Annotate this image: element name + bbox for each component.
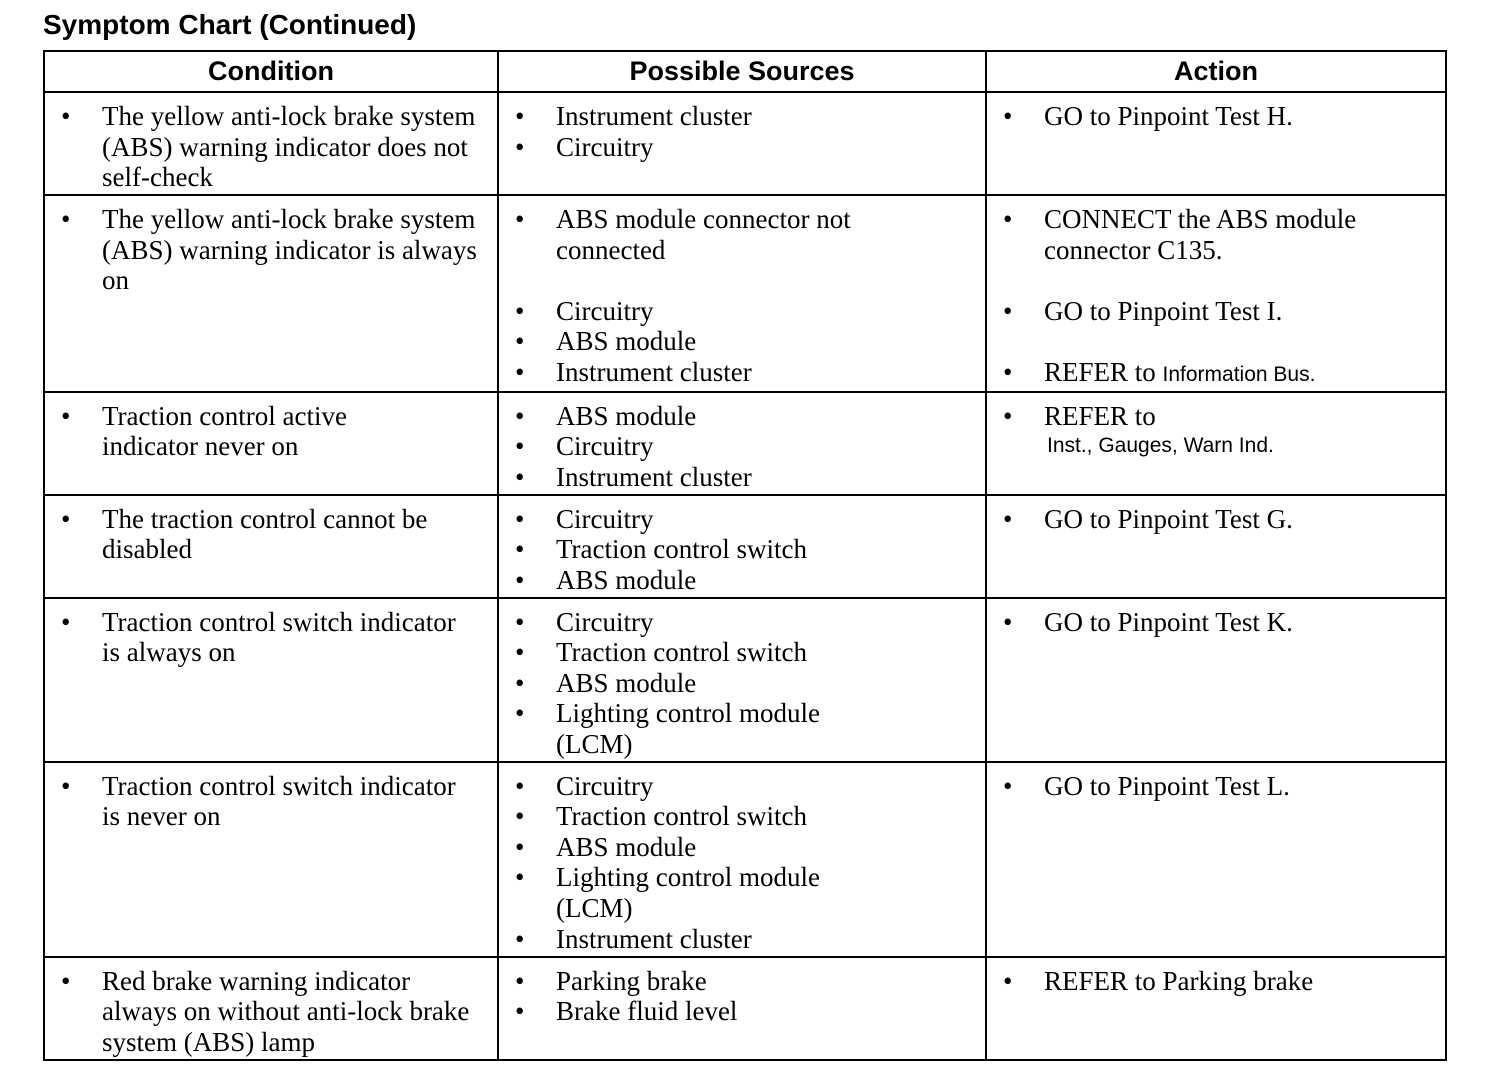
action-cell xyxy=(986,195,1446,392)
bullet-icon: • xyxy=(515,965,525,996)
condition-item: • Traction control active indicator never on xyxy=(61,400,347,462)
bullet-icon: • xyxy=(515,534,525,565)
sources-cell xyxy=(498,598,986,762)
bullet-icon: • xyxy=(61,770,71,801)
source-item: • Traction control switch xyxy=(515,801,807,832)
bullet-icon: • xyxy=(61,965,71,996)
bullet-icon: • xyxy=(515,101,525,131)
condition-cell xyxy=(44,598,498,762)
bullet-icon: • xyxy=(515,400,525,431)
source-item: • Circuitry xyxy=(515,606,654,637)
source-item: • Circuitry xyxy=(515,503,654,534)
bullet-icon: • xyxy=(61,503,71,534)
action-item: • GO to Pinpoint Test G. xyxy=(1003,503,1293,534)
source-item: • Circuitry xyxy=(515,770,654,801)
bullet-icon: • xyxy=(515,770,525,801)
source-item: • Instrument cluster xyxy=(515,923,752,954)
condition-item: • The yellow anti-lock brake system (ABS) warning indicator does not self-check xyxy=(61,101,476,193)
source-item: • ABS module xyxy=(515,667,697,698)
condition-item: • The yellow anti-lock brake system (ABS) warning indicator is always on xyxy=(61,204,477,296)
table-row xyxy=(44,598,1446,762)
bullet-icon: • xyxy=(515,356,525,387)
bullet-icon: • xyxy=(1003,606,1013,637)
bullet-icon: • xyxy=(515,862,525,893)
bullet-icon: • xyxy=(1003,770,1013,801)
condition-cell xyxy=(44,392,498,495)
action-cell xyxy=(986,92,1446,195)
bullet-icon: • xyxy=(515,667,525,698)
action-cell xyxy=(986,495,1446,598)
action-cell xyxy=(986,762,1446,957)
action-cell xyxy=(986,957,1446,1060)
bullet-icon: • xyxy=(515,204,525,234)
source-item: • Instrument cluster xyxy=(515,461,752,492)
symptom-chart-table xyxy=(43,50,1447,1061)
table-row xyxy=(44,195,1446,392)
bullet-icon: • xyxy=(515,461,525,492)
source-item: • Instrument cluster xyxy=(515,101,752,131)
sources-cell xyxy=(498,762,986,957)
action-cell xyxy=(986,392,1446,495)
table-header-row xyxy=(44,51,1446,92)
sources-cell xyxy=(498,92,986,195)
condition-cell xyxy=(44,957,498,1060)
bullet-icon: • xyxy=(61,400,71,431)
condition-item: • Traction control switch indicator is always on xyxy=(61,606,456,668)
column-header-possible-sources: Possible Sources xyxy=(498,51,986,92)
action-item: • CONNECT the ABS module connector C135. xyxy=(1003,204,1357,265)
bullet-icon: • xyxy=(515,831,525,862)
bullet-icon: • xyxy=(1003,204,1013,234)
table-row xyxy=(44,762,1446,957)
bullet-icon: • xyxy=(61,204,71,234)
action-item: • GO to Pinpoint Test K. xyxy=(1003,606,1293,637)
bullet-icon: • xyxy=(515,503,525,534)
bullet-icon: • xyxy=(515,295,525,326)
action-item: • GO to Pinpoint Test L. xyxy=(1003,770,1290,801)
source-item: • Traction control switch xyxy=(515,534,807,565)
column-header-action: Action xyxy=(986,51,1446,92)
sources-cell xyxy=(498,392,986,495)
source-item: • ABS module connector not connected xyxy=(515,204,851,265)
page-title: Symptom Chart (Continued) xyxy=(43,9,417,40)
bullet-icon: • xyxy=(1003,356,1013,387)
bullet-icon: • xyxy=(515,801,525,832)
condition-cell xyxy=(44,495,498,598)
source-item: • ABS module xyxy=(515,400,697,431)
bullet-icon: • xyxy=(1003,295,1013,326)
reference-link-inst-gauges: Inst., Gauges, Warn Ind. xyxy=(1047,434,1274,458)
source-item: • Circuitry xyxy=(515,431,654,462)
sources-cell xyxy=(498,195,986,392)
bullet-icon: • xyxy=(515,923,525,954)
source-item: • Lighting control module (LCM) xyxy=(515,862,820,923)
action-item: • GO to Pinpoint Test H. xyxy=(1003,101,1293,131)
table-row xyxy=(44,957,1446,1060)
bullet-icon: • xyxy=(61,606,71,637)
bullet-icon: • xyxy=(515,564,525,595)
bullet-icon: • xyxy=(515,326,525,357)
source-item: • Parking brake xyxy=(515,965,707,996)
condition-item: • Traction control switch indicator is never on xyxy=(61,770,456,832)
condition-cell xyxy=(44,762,498,957)
condition-item: • The traction control cannot be disabled xyxy=(61,503,428,565)
bullet-icon: • xyxy=(515,996,525,1027)
source-item: • ABS module xyxy=(515,564,697,595)
condition-cell xyxy=(44,195,498,392)
table-row xyxy=(44,495,1446,598)
source-item: • ABS module xyxy=(515,326,697,357)
action-item: • REFER to xyxy=(1003,400,1156,431)
action-item: • REFER to Parking brake xyxy=(1003,965,1314,996)
action-item: • REFER to Information Bus. xyxy=(1003,356,1316,387)
bullet-icon: • xyxy=(61,101,71,131)
bullet-icon: • xyxy=(515,131,525,162)
sources-cell xyxy=(498,957,986,1060)
bullet-icon: • xyxy=(515,606,525,637)
source-item: • Circuitry xyxy=(515,131,654,162)
reference-link-information-bus: Information Bus. xyxy=(1162,362,1316,386)
action-item: • GO to Pinpoint Test I. xyxy=(1003,295,1283,326)
bullet-icon: • xyxy=(1003,503,1013,534)
condition-cell xyxy=(44,92,498,195)
table-row xyxy=(44,92,1446,195)
sources-cell xyxy=(498,495,986,598)
source-item: • ABS module xyxy=(515,831,697,862)
source-item: • Circuitry xyxy=(515,295,654,326)
table-row xyxy=(44,392,1446,495)
action-cell xyxy=(986,598,1446,762)
column-header-condition: Condition xyxy=(44,51,498,92)
bullet-icon: • xyxy=(515,637,525,668)
source-item: • Brake fluid level xyxy=(515,996,738,1027)
bullet-icon: • xyxy=(515,431,525,462)
bullet-icon: • xyxy=(1003,101,1013,131)
condition-item: • Red brake warning indicator always on without anti-lock brake system (ABS) lamp xyxy=(61,965,470,1057)
source-item: • Traction control switch xyxy=(515,637,807,668)
bullet-icon: • xyxy=(1003,400,1013,431)
source-item: • Lighting control module (LCM) xyxy=(515,698,820,759)
bullet-icon: • xyxy=(1003,965,1013,996)
bullet-icon: • xyxy=(515,698,525,729)
source-item: • Instrument cluster xyxy=(515,356,752,387)
